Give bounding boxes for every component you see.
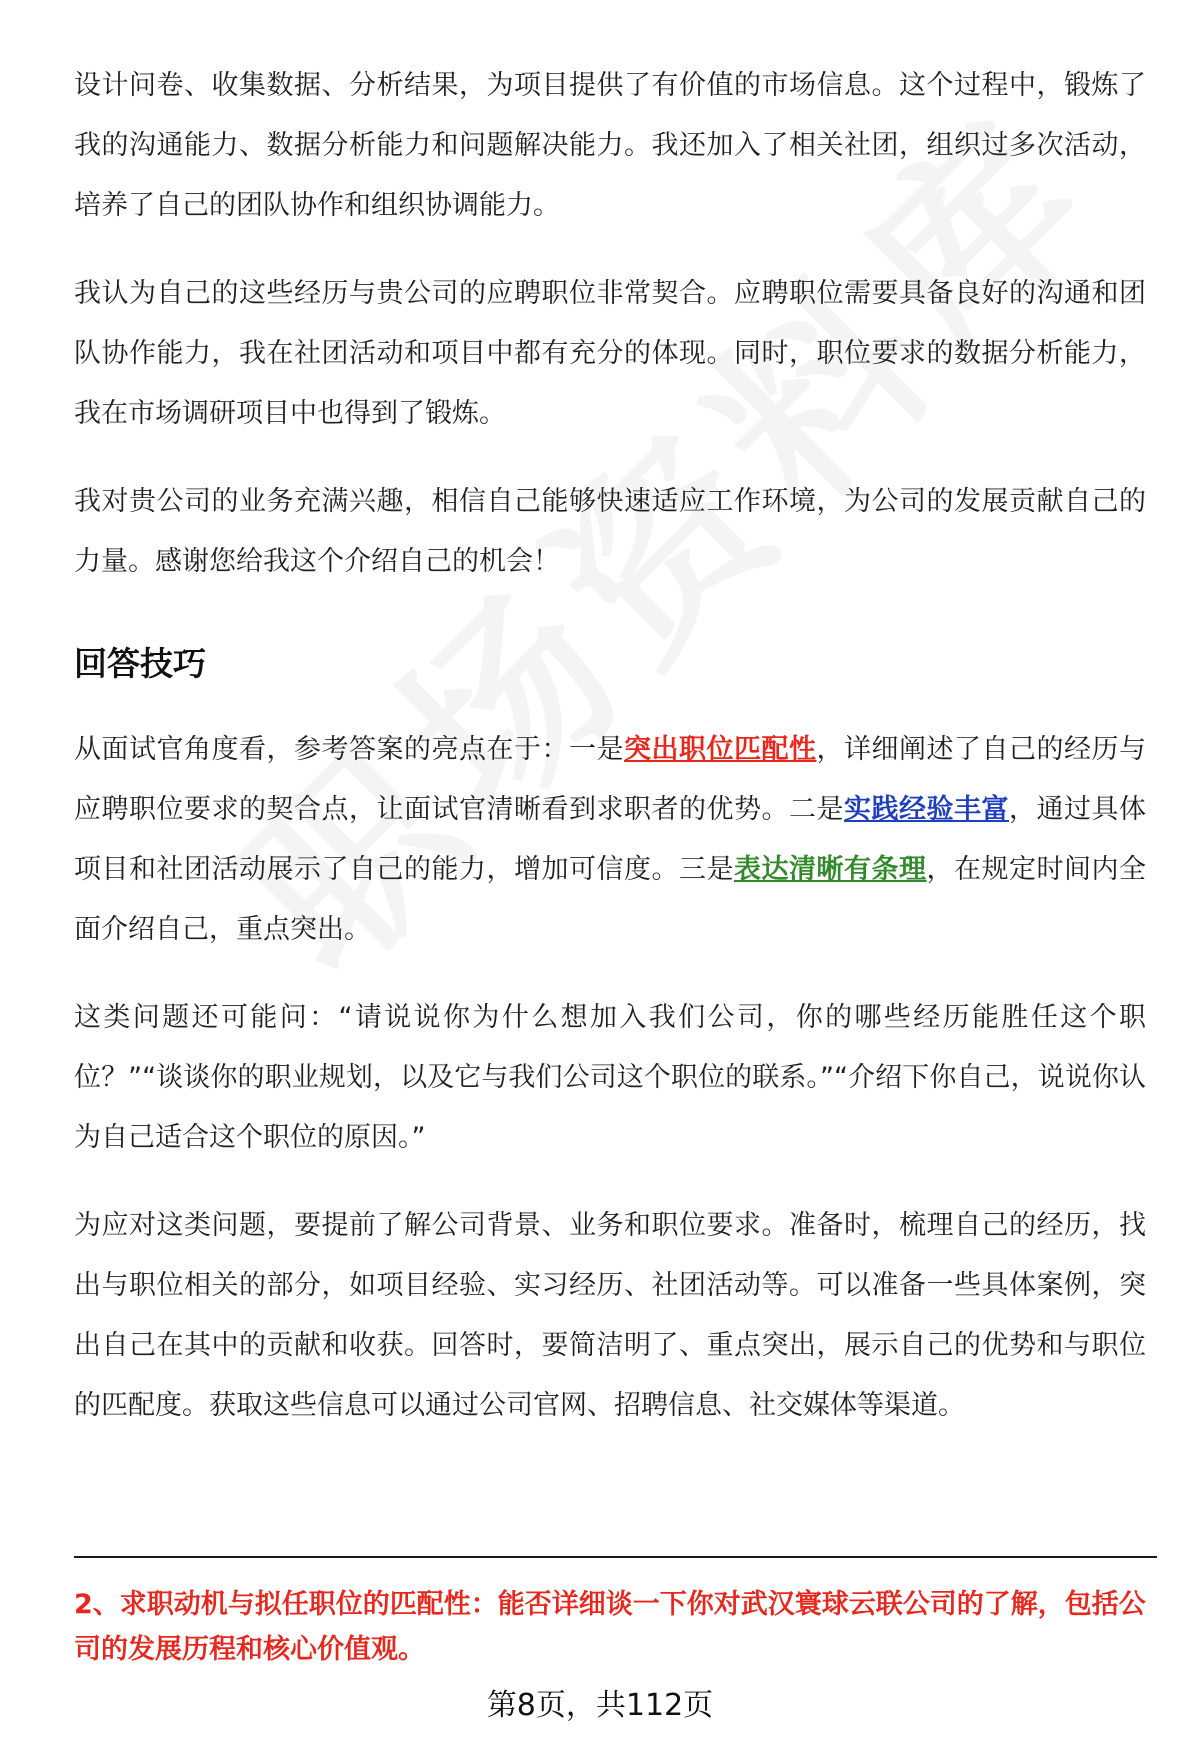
- section-heading: 回答技巧: [74, 644, 206, 683]
- next-question: 2、求职动机与拟任职位的匹配性：能否详细谈一下你对武汉寰球云联公司的了解，包括公司的发展历程和核心价值观。: [74, 1589, 1146, 1665]
- paragraph-preparation: 为应对这类问题，要提前了解公司背景、业务和职位要求。准备时，梳理自己的经历，找出与职位相关的部分，如项目经验、实习经历、社团活动等。可以准备一些具体案例，突出自己在其中的贡献和收获。回答时，要简洁明了、重点突出，展示自己的优势和与职位的匹配度。获取这些信息可以通过公司官网、招聘信息、社交媒体等渠道。: [74, 1210, 1146, 1421]
- page-number: 第8页，共112页: [486, 1688, 714, 1723]
- paragraph-highlights: [74, 720, 1146, 960]
- highlight-position-match: 突出职位匹配性: [624, 734, 817, 765]
- paragraph-fit: 我认为自己的这些经历与贵公司的应聘职位非常契合。应聘职位需要具备良好的沟通和团队协作能力，我在社团活动和项目中都有充分的体现。同时，职位要求的数据分析能力，我在市场调研项目中也得到了锻炼。: [74, 278, 1146, 429]
- highlights-text-4: ，在规定时间内全面介绍自己，重点突出。: [74, 854, 1146, 945]
- highlights-text-2: ，详细阐述了自己的经历与应聘职位要求的契合点，让面试官清晰看到求职者的优势。二是: [74, 734, 1146, 825]
- paragraph-experience: 设计问卷、收集数据、分析结果，为项目提供了有价值的市场信息。这个过程中，锻炼了我的沟通能力、数据分析能力和问题解决能力。我还加入了相关社团，组织过多次活动，培养了自己的团队协作和组织协调能力。: [74, 70, 1146, 221]
- highlight-clear-expression: 表达清晰有条理: [734, 854, 927, 885]
- divider: [74, 1556, 1157, 1558]
- highlights-text-1: 从面试官角度看，参考答案的亮点在于：一是: [74, 734, 624, 765]
- document-body: [74, 56, 1146, 1464]
- highlights-text-3: ，通过具体项目和社团活动展示了自己的能力，增加可信度。三是: [74, 794, 1146, 885]
- paragraph-closing: 我对贵公司的业务充满兴趣，相信自己能够快速适应工作环境，为公司的发展贡献自己的力量。感谢您给我这个介绍自己的机会！: [74, 486, 1146, 577]
- paragraph-related-questions: 这类问题还可能问：“请说说你为什么想加入我们公司，你的哪些经历能胜任这个职位？”“谈谈你的职业规划，以及它与我们公司这个职位的联系。”“介绍下你自己，说说你认为自己适合这个职位的原因。”: [74, 1002, 1146, 1153]
- highlight-rich-experience: 实践经验丰富: [844, 794, 1009, 825]
